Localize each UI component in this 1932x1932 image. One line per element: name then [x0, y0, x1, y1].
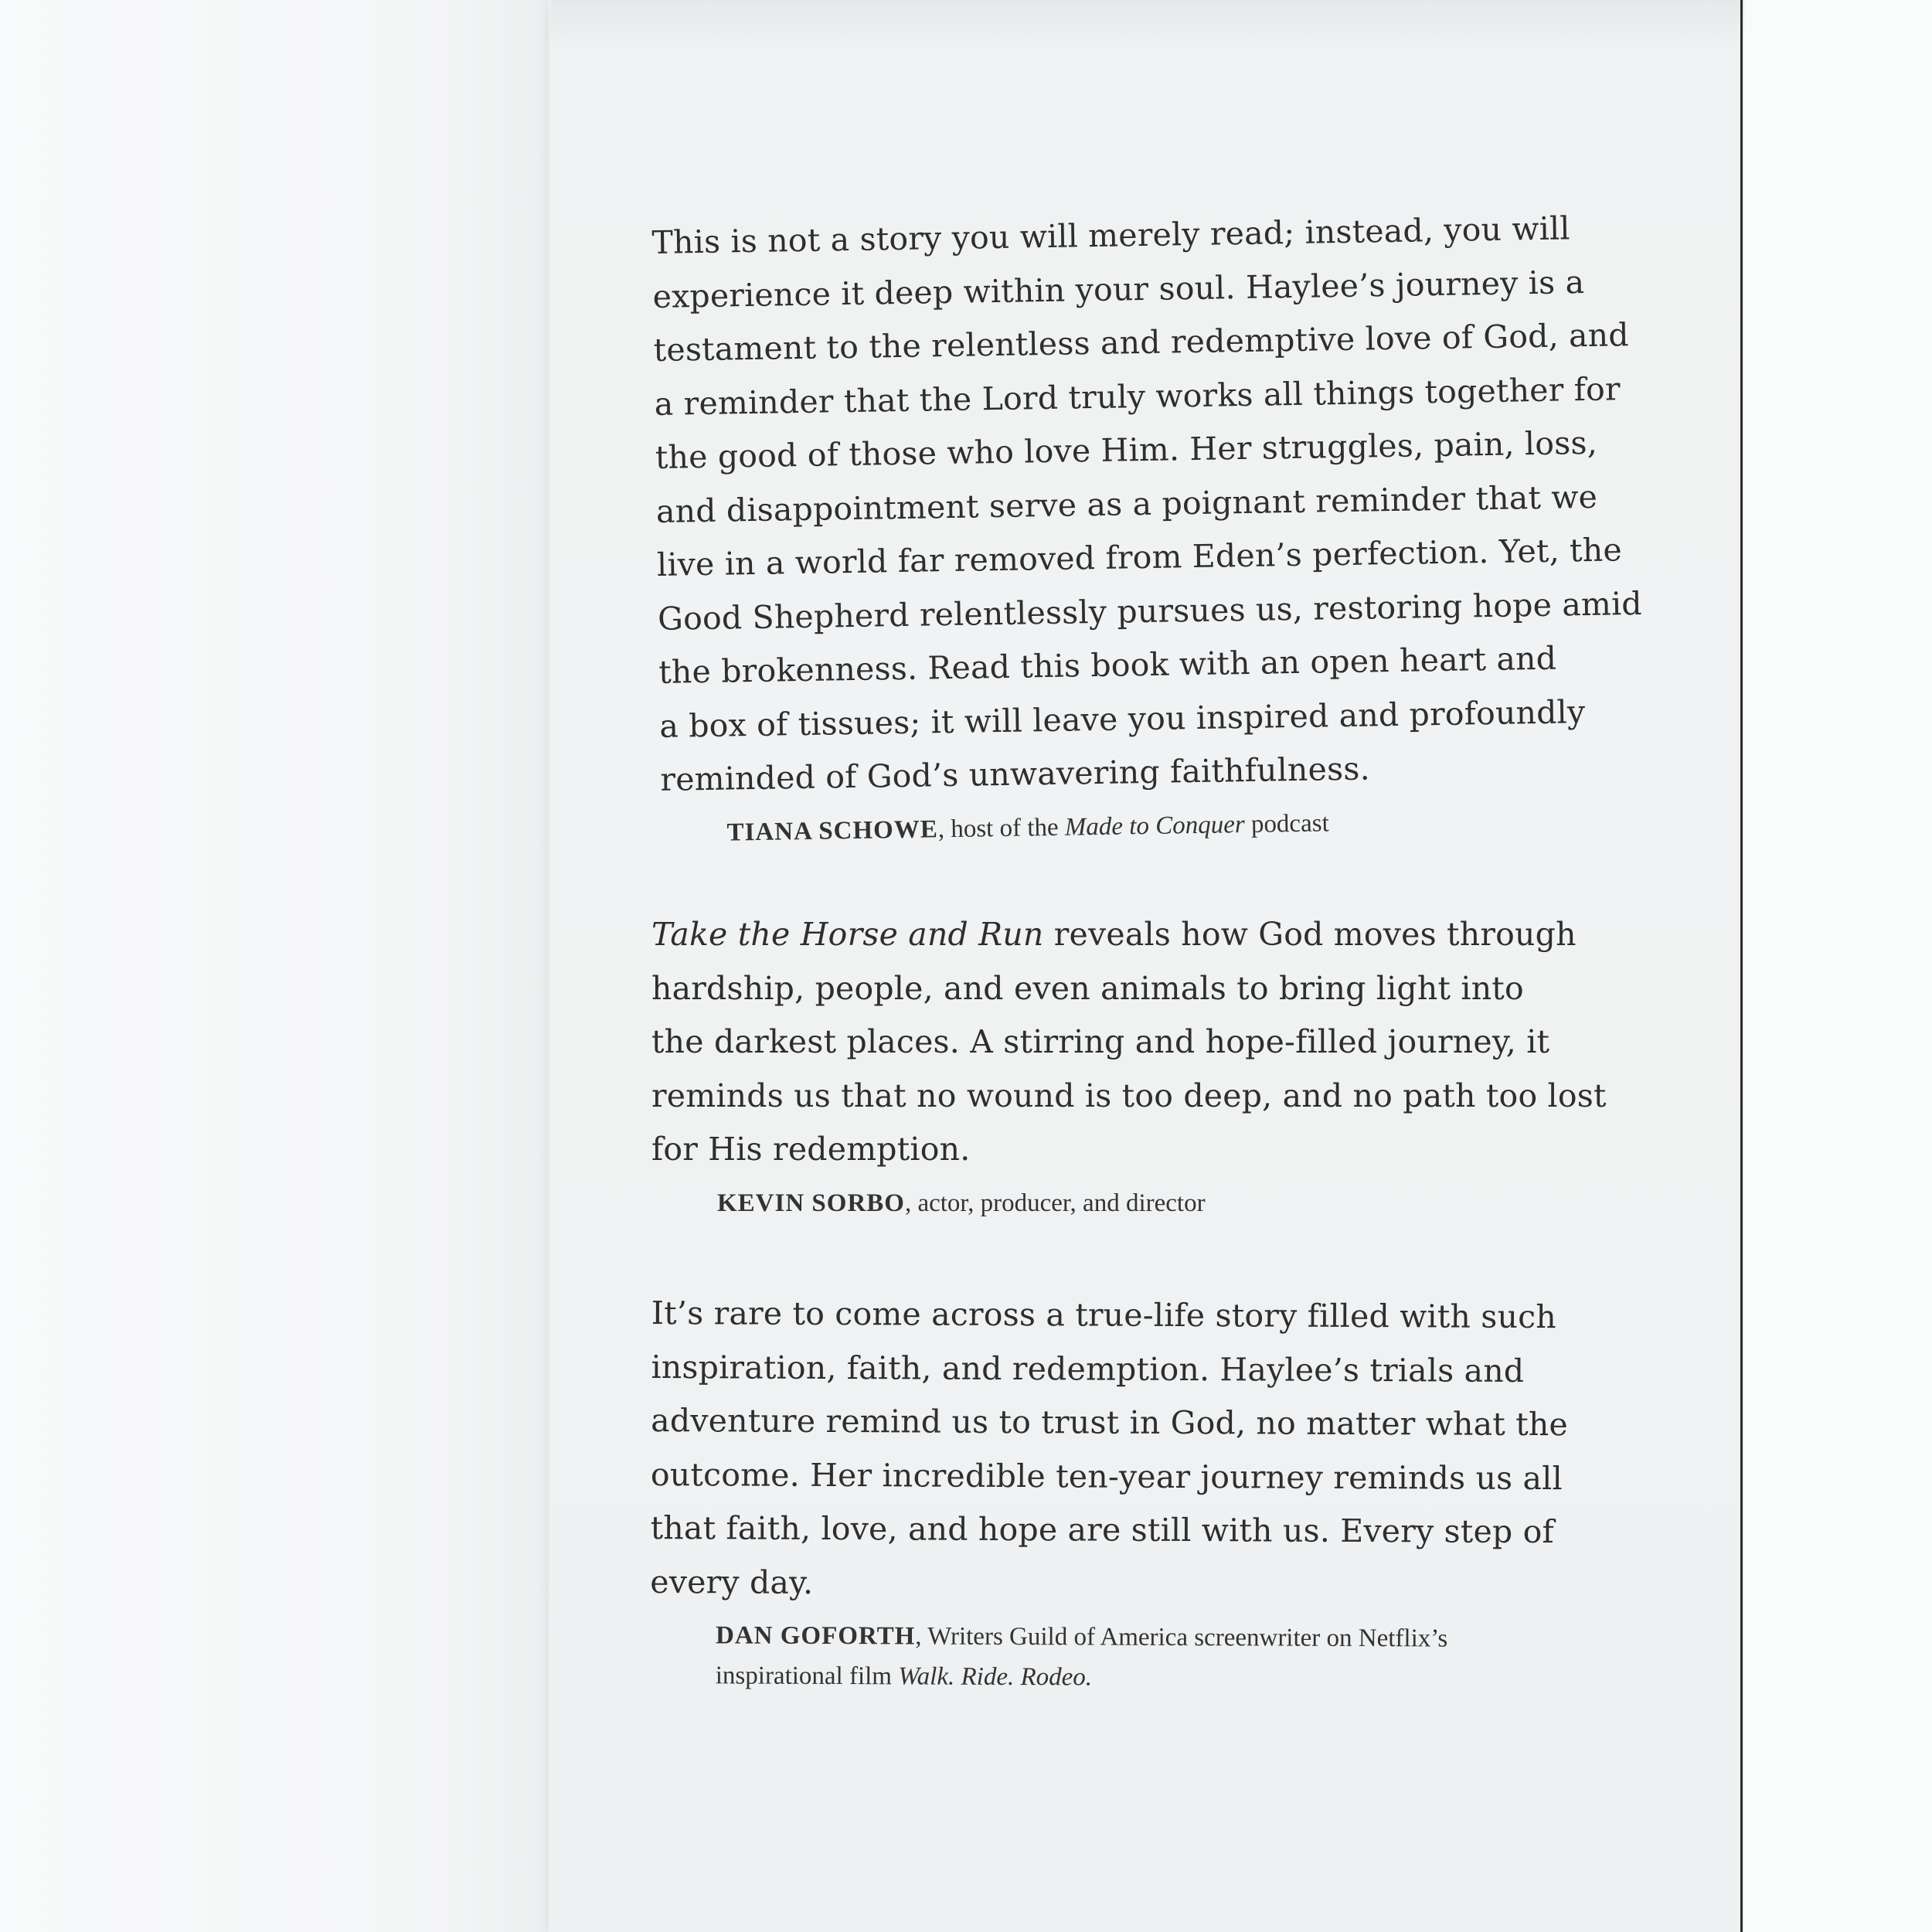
quote-line: a box of tissues; it will leave you inspired and profoundly	[658, 692, 1586, 745]
quote-line: reminded of God’s unwavering faithfulness.	[660, 750, 1371, 798]
quote-line: every day.	[650, 1563, 814, 1601]
quote-line: It’s rare to come across a true-life story filled with such	[651, 1294, 1557, 1336]
author-role: , actor, producer, and director	[904, 1189, 1206, 1217]
attribution-line	[716, 1655, 1577, 1699]
testimonial-3	[650, 1287, 1579, 1699]
right-background	[1744, 0, 1932, 1932]
author-role-cont: inspirational film	[715, 1662, 899, 1691]
quote-line: testament to the relentless and redemptive love of God, and	[653, 316, 1630, 369]
quote-line: This is not a story you will merely read; instead, you will	[651, 209, 1570, 261]
book-title: Take the Horse and Run	[651, 916, 1044, 953]
quote-line: hardship, people, and even animals to bring light into	[651, 969, 1524, 1007]
film-title: Walk. Ride. Rodeo.	[898, 1662, 1093, 1692]
testimonial-2	[651, 908, 1607, 1223]
author-name: TIANA SCHOWE	[726, 815, 939, 847]
testimonial-2-quote	[651, 908, 1607, 1177]
testimonial-1-quote	[651, 202, 1643, 807]
author-role: , host of the	[937, 813, 1066, 843]
left-page-margin	[0, 0, 549, 1932]
quote-line: and disappointment serve as a poignant reminder that we	[655, 478, 1598, 530]
testimonial-3-quote	[650, 1287, 1579, 1613]
quote-line: inspiration, faith, and redemption. Haylee’s trials and	[651, 1348, 1525, 1389]
testimonial-2-attribution	[717, 1183, 1579, 1223]
quote-text: reveals how God moves through	[1043, 916, 1577, 953]
quote-line: for His redemption.	[651, 1131, 971, 1168]
quote-line: experience it deep within your soul. Haylee’s journey is a	[652, 263, 1585, 315]
quote-line	[651, 908, 1579, 962]
author-name: KEVIN SORBO	[717, 1189, 905, 1217]
quote-line: a reminder that the Lord truly works all things together for	[654, 369, 1621, 423]
quote-line: outcome. Her incredible ten-year journey reminds us all	[650, 1455, 1563, 1497]
author-name: DAN GOFORTH	[715, 1621, 916, 1651]
page-top-shadow	[550, 0, 1744, 46]
attribution-line	[716, 1615, 1577, 1659]
author-role: , Writers Guild of America screenwriter on Netflix’s	[915, 1622, 1448, 1653]
quote-line: Good Shepherd relentlessly pursues us, restoring hope amid	[657, 584, 1643, 638]
quote-line: the darkest places. A stirring and hope-filled journey, it	[651, 1023, 1550, 1060]
testimonial-1	[651, 202, 1643, 853]
testimonial-3-attribution	[716, 1615, 1577, 1699]
podcast-title: Made to Conquer	[1064, 810, 1245, 842]
quote-line: adventure remind us to trust in God, no matter what the	[651, 1401, 1569, 1444]
page-edge	[1740, 0, 1743, 1932]
quote-line: that faith, love, and hope are still with us. Every step of	[650, 1509, 1555, 1551]
quote-line: reminds us that no wound is too deep, and no path too lost	[651, 1077, 1607, 1114]
author-role-suffix: podcast	[1244, 808, 1329, 838]
quote-line: live in a world far removed from Eden’s perfection. Yet, the	[656, 531, 1623, 583]
quote-line: the brokenness. Read this book with an open heart and	[658, 639, 1557, 691]
quote-line: the good of those who love Him. Her struggles, pain, loss,	[655, 423, 1598, 476]
